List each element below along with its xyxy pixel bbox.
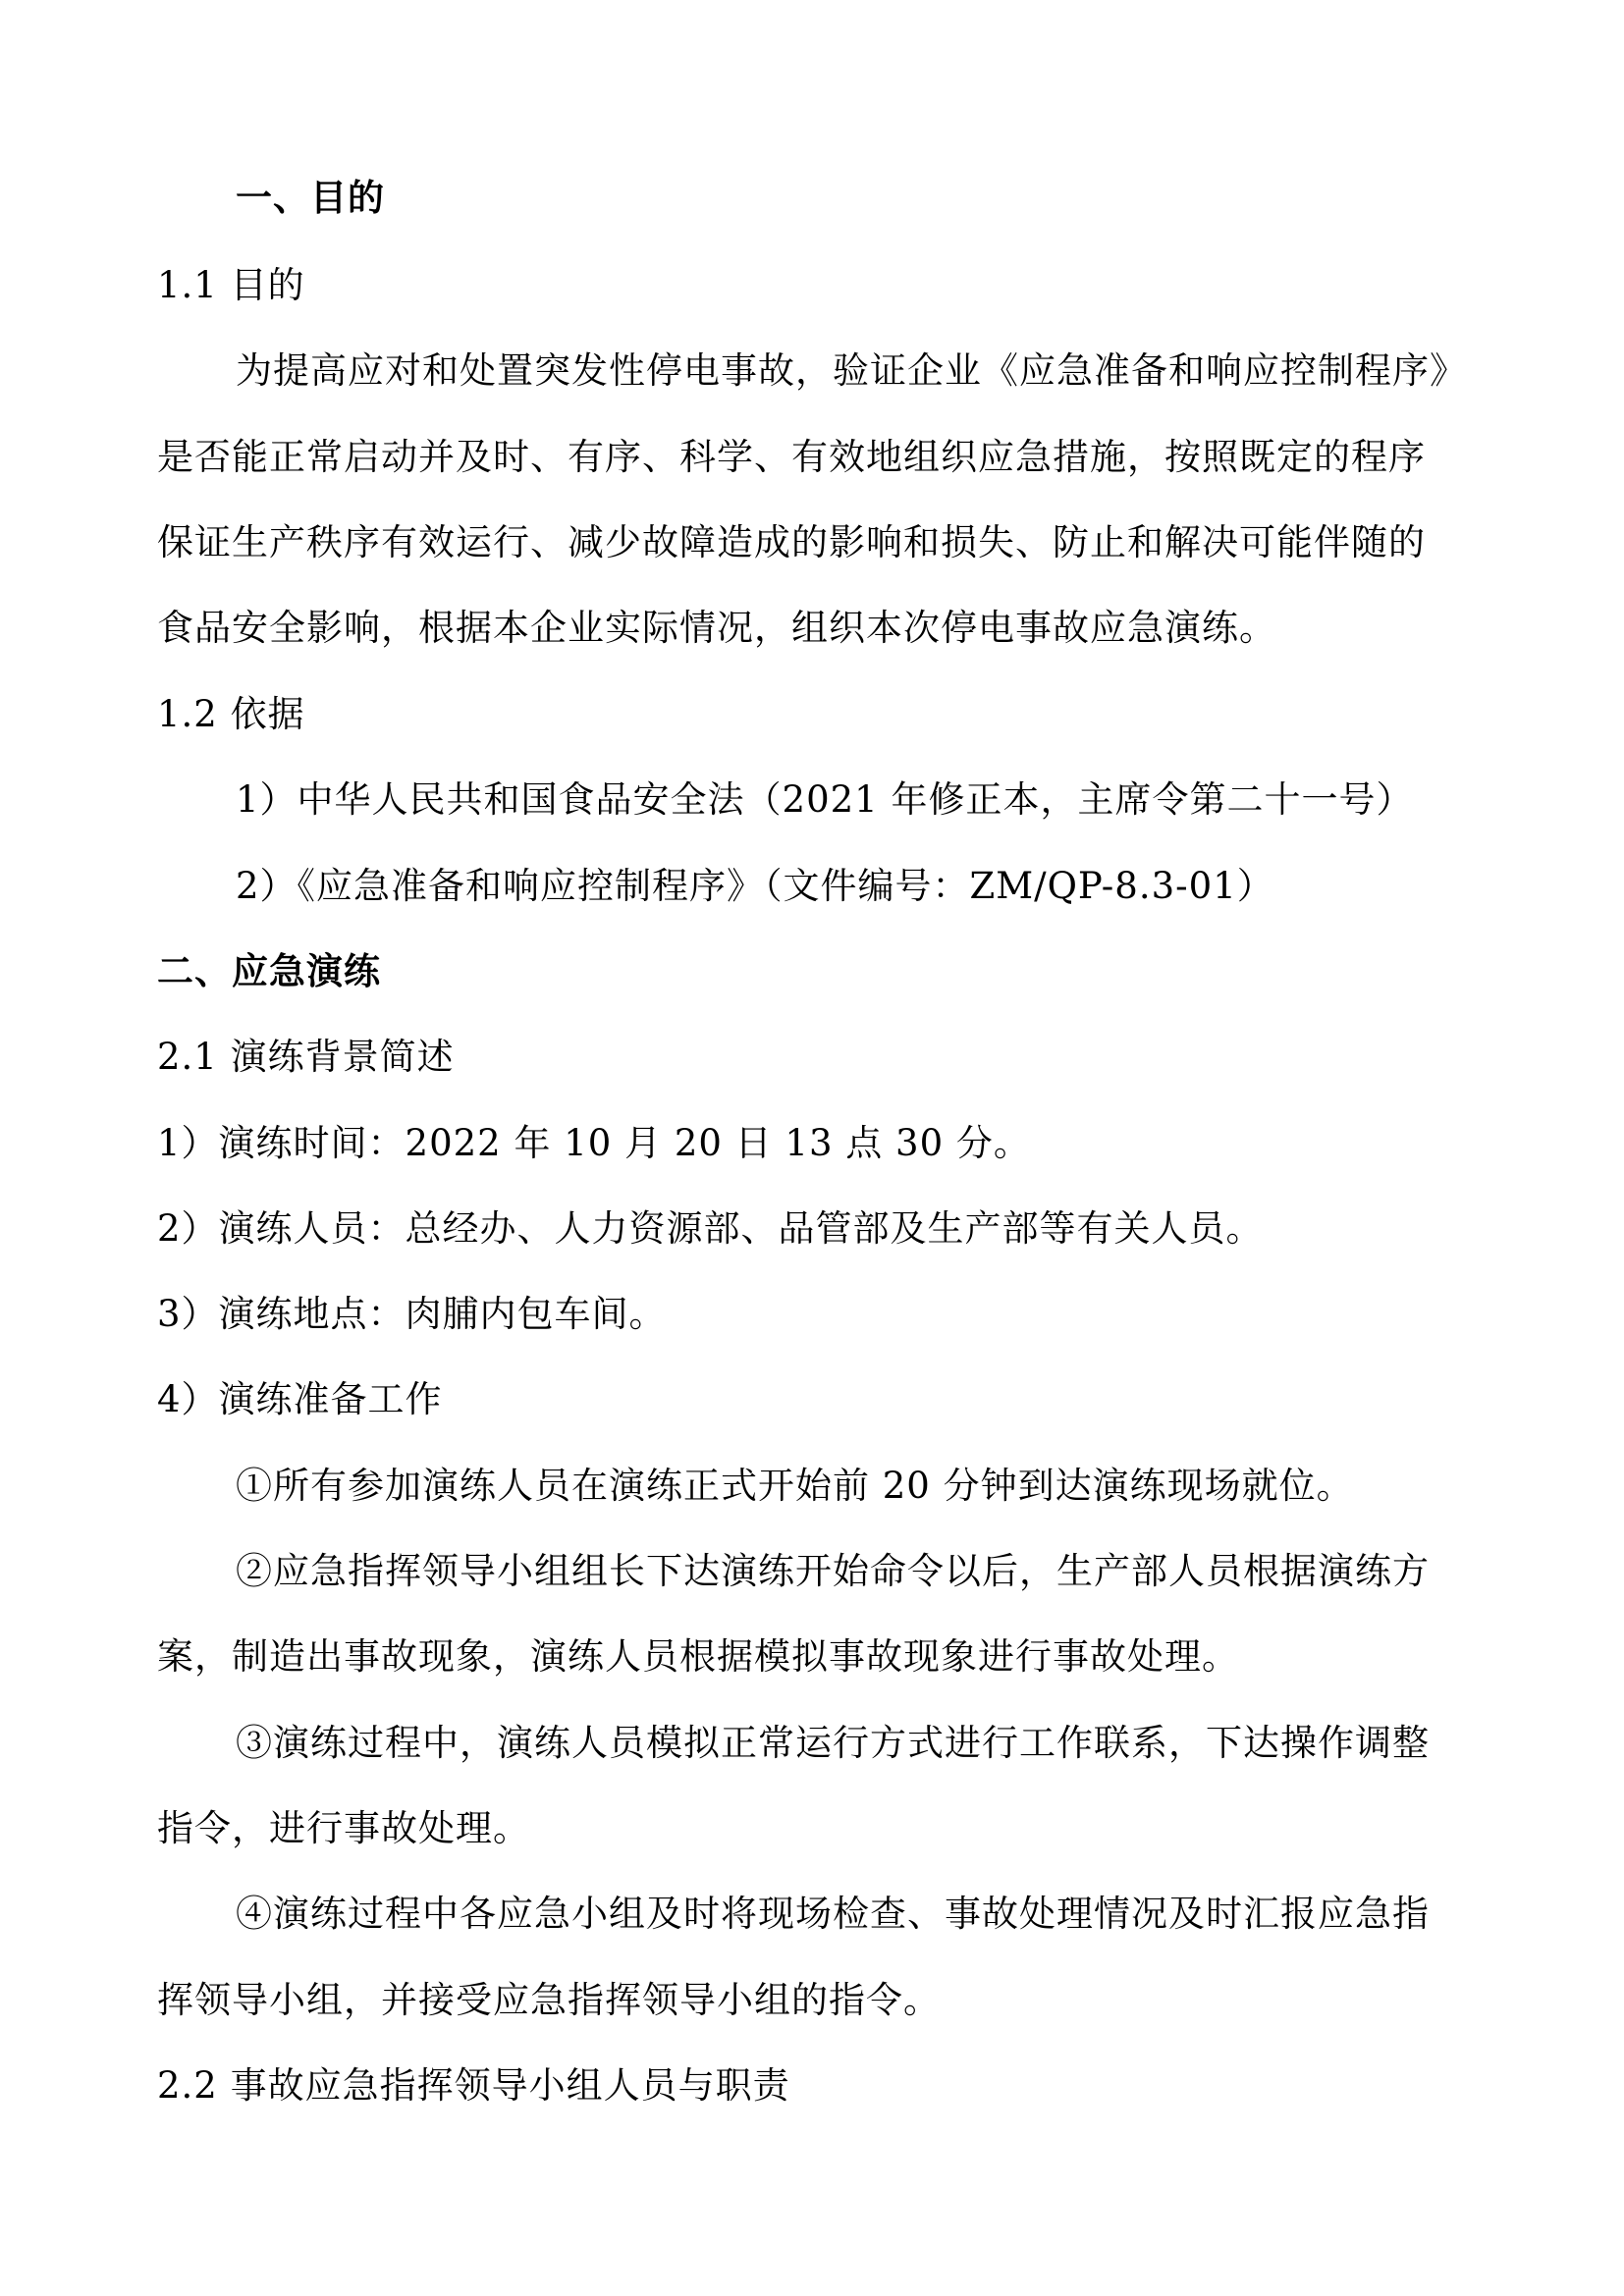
prep-step-line: ④演练过程中各应急小组及时将现场检查、事故处理情况及时汇报应急指 (236, 1893, 1430, 1935)
paragraph-line: 食品安全影响，根据本企业实际情况，组织本次停电事故应急演练。 (157, 607, 1276, 649)
drill-info-item: 4）演练准备工作 (157, 1378, 443, 1420)
basis-item: 1）中华人民共和国食品安全法（2021 年修正本，主席令第二十一号） (236, 778, 1414, 821)
basis-item: 2）《应急准备和响应控制程序》（文件编号：ZM/QP-8.3-01） (236, 865, 1274, 907)
paragraph-line: 保证生产秩序有效运行、减少故障造成的影响和损失、防止和解决可能伴随的 (157, 521, 1426, 563)
section-heading-drill: 二、应急演练 (157, 950, 381, 992)
drill-info-item: 1）演练时间：2022 年 10 月 20 日 13 点 30 分。 (157, 1122, 1031, 1164)
paragraph-line: 为提高应对和处置突发性停电事故，验证企业《应急准备和响应控制程序》 (236, 349, 1467, 392)
prep-step-line: ②应急指挥领导小组组长下达演练开始命令以后，生产部人员根据演练方 (236, 1550, 1430, 1592)
paragraph-line: 是否能正常启动并及时、有序、科学、有效地组织应急措施，按照既定的程序 (157, 436, 1426, 478)
drill-info-item: 3）演练地点：肉脯内包车间。 (157, 1293, 667, 1335)
subsection-title-1-2: 1.2 依据 (157, 693, 305, 735)
subsection-title-1-1: 1.1 目的 (157, 264, 305, 306)
prep-step-line: ①所有参加演练人员在演练正式开始前 20 分钟到达演练现场就位。 (236, 1465, 1354, 1507)
section-heading-purpose: 一、目的 (236, 177, 385, 219)
subsection-title-2-2: 2.2 事故应急指挥领导小组人员与职责 (157, 2064, 790, 2107)
drill-info-item: 2）演练人员：总经办、人力资源部、品管部及生产部等有关人员。 (157, 1207, 1264, 1250)
subsection-title-2-1: 2.1 演练背景简述 (157, 1036, 455, 1078)
prep-step-line: 挥领导小组，并接受应急指挥领导小组的指令。 (157, 1979, 941, 2021)
prep-step-line: 指令，进行事故处理。 (157, 1807, 530, 1849)
prep-step-line: ③演练过程中，演练人员模拟正常运行方式进行工作联系，下达操作调整 (236, 1722, 1430, 1764)
prep-step-line: 案，制造出事故现象，演练人员根据模拟事故现象进行事故处理。 (157, 1635, 1239, 1678)
